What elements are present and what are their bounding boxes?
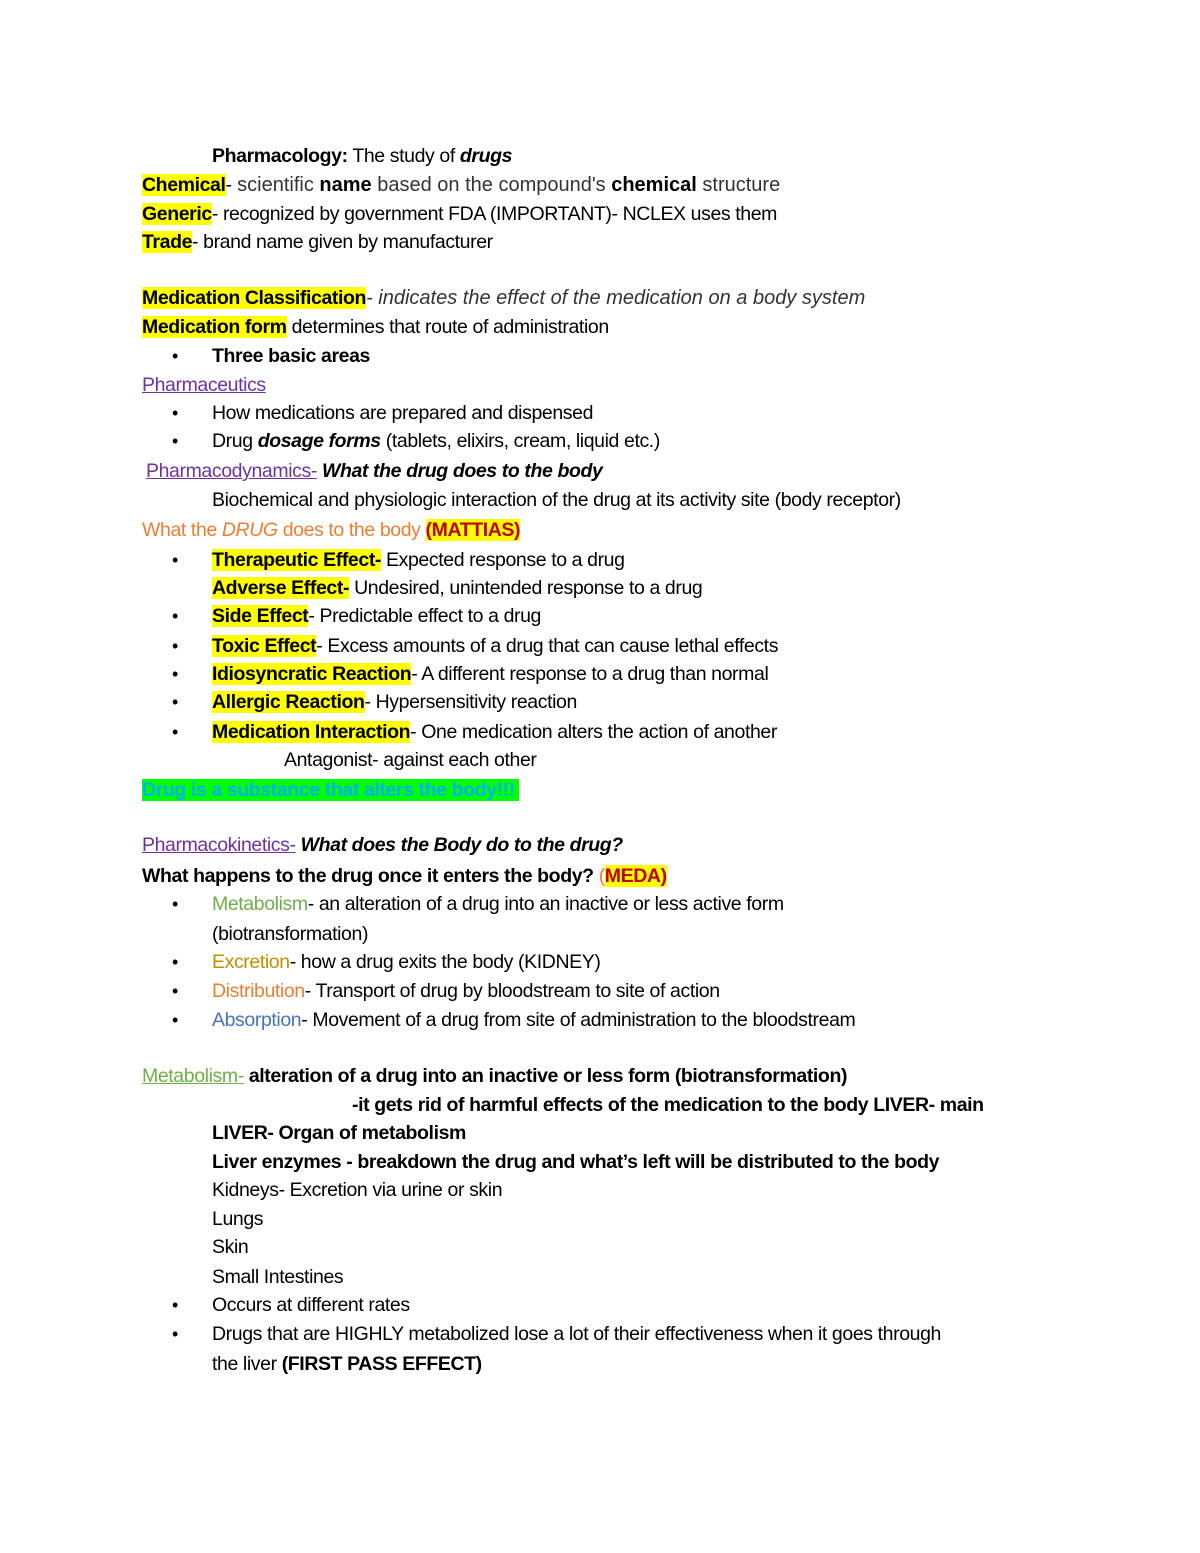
pk-item-absorption bbox=[212, 1006, 855, 1034]
pharmacokinetics-line bbox=[142, 831, 623, 859]
pharmaceutics-heading: Pharmaceutics bbox=[142, 374, 266, 396]
mattias-mnemonic: (MATTIAS) bbox=[425, 519, 521, 541]
pk-text: - Movement of a drug from site of administration to the bloodstream bbox=[301, 1009, 856, 1031]
pk-text: - Transport of drug by bloodstream to site of action bbox=[304, 980, 720, 1002]
drug-effects-heading bbox=[142, 516, 520, 544]
generic-line bbox=[142, 200, 777, 228]
metabolism-line-5: Kidneys- Excretion via urine or skin bbox=[212, 1179, 503, 1201]
metabolism-bullet-2-cont bbox=[212, 1350, 482, 1378]
bullet-icon: • bbox=[172, 981, 179, 1001]
antagonist-line: Antagonist- against each other bbox=[284, 749, 537, 771]
chemical-bold-1: name bbox=[319, 174, 372, 196]
title-term: Pharmacology: bbox=[212, 145, 348, 167]
effect-label: Therapeutic Effect- bbox=[212, 549, 382, 571]
pharmacodynamics-line bbox=[146, 457, 602, 485]
bullet-icon: • bbox=[172, 664, 179, 684]
drug-effects-b: DRUG bbox=[221, 519, 278, 541]
chemical-text-1: scientific bbox=[231, 174, 320, 196]
classification-line bbox=[142, 284, 865, 312]
classification-label: Medication Classification bbox=[142, 287, 367, 309]
bullet-icon: • bbox=[172, 1324, 179, 1344]
effect-item bbox=[212, 602, 541, 630]
bullet-icon: • bbox=[172, 606, 179, 626]
pharmacokinetics-question: What happens to the drug once it enters the body? bbox=[142, 865, 599, 887]
pk-text: - how a drug exits the body (KIDNEY) bbox=[289, 951, 601, 973]
metabolism-line-7: Skin bbox=[212, 1236, 249, 1258]
effect-label: Allergic Reaction bbox=[212, 691, 365, 713]
metabolism-line-4: Liver enzymes - breakdown the drug and what’s left will be distributed to the body bbox=[212, 1151, 940, 1173]
effect-item bbox=[212, 688, 577, 716]
metabolism-line-2: -it gets rid of harmful effects of the medication to the body LIVER- main bbox=[352, 1094, 984, 1116]
effect-label: Idiosyncratic Reaction bbox=[212, 663, 412, 685]
effect-label: Toxic Effect bbox=[212, 635, 317, 657]
metabolism-text: alteration of a drug into an inactive or less form (biotransformation) bbox=[243, 1065, 848, 1087]
metabolism-line-3: LIVER- Organ of metabolism bbox=[212, 1122, 466, 1144]
metabolism-heading: Metabolism- bbox=[142, 1065, 244, 1087]
bullet-icon: • bbox=[172, 894, 179, 914]
generic-label: Generic bbox=[142, 203, 212, 225]
effect-text: Undesired, unintended response to a drug bbox=[349, 577, 703, 599]
bullet-icon: • bbox=[172, 952, 179, 972]
trade-text: - brand name given by manufacturer bbox=[192, 231, 493, 253]
effect-text: - Excess amounts of a drug that can cause lethal effects bbox=[316, 635, 779, 657]
pharmacodynamics-sub: What the drug does to the body bbox=[316, 460, 603, 482]
bullet-icon: • bbox=[172, 636, 179, 656]
form-label: Medication form bbox=[142, 316, 287, 338]
chemical-text-2: based on the compound's bbox=[371, 174, 612, 196]
effect-label: Medication Interaction bbox=[212, 721, 411, 743]
effect-item bbox=[212, 718, 777, 746]
chemical-dash: - bbox=[225, 174, 232, 196]
metabolism-bullet-1: Occurs at different rates bbox=[212, 1294, 410, 1316]
meda-open: ( bbox=[598, 865, 605, 887]
chemical-text-3: structure bbox=[696, 174, 781, 196]
drug-effects-c: does to the body bbox=[277, 519, 426, 541]
pk-item-excretion bbox=[212, 948, 600, 976]
pk-label: Distribution bbox=[212, 980, 305, 1002]
pk-item-distribution bbox=[212, 977, 720, 1005]
metabolism-line-8: Small Intestines bbox=[212, 1266, 344, 1288]
bullet-icon: • bbox=[172, 722, 179, 742]
item2-c: (tablets, elixirs, cream, liquid etc.) bbox=[380, 430, 660, 452]
pharmaceutics-item-2 bbox=[212, 427, 660, 455]
pk-label: Absorption bbox=[212, 1009, 302, 1031]
chemical-line bbox=[142, 171, 780, 199]
pharmaceutics-item-1: How medications are prepared and dispensed bbox=[212, 402, 594, 424]
pk-text: - an alteration of a drug into an inactive or less active form bbox=[307, 893, 784, 915]
metabolism-bullet-2: Drugs that are HIGHLY metabolized lose a lot of their effectiveness when it goes through bbox=[212, 1323, 941, 1345]
pk-item-metabolism bbox=[212, 890, 784, 918]
effect-text: - Predictable effect to a drug bbox=[308, 605, 542, 627]
three-areas: Three basic areas bbox=[212, 345, 370, 367]
form-text: determines that route of administration bbox=[286, 316, 609, 338]
pharmacokinetics-question-line bbox=[142, 862, 667, 890]
drug-substance-text: Drug is a substance that alters the body!!! bbox=[142, 779, 519, 801]
item2-a: Drug bbox=[212, 430, 258, 452]
effect-item bbox=[212, 660, 768, 688]
classification-text: - indicates the effect of the medication on a body system bbox=[366, 287, 866, 309]
effect-text: - Hypersensitivity reaction bbox=[364, 691, 577, 713]
title-line bbox=[212, 142, 512, 170]
bullet-icon: • bbox=[172, 1010, 179, 1030]
bullet-icon: • bbox=[172, 346, 179, 366]
drug-effects-a: What the bbox=[142, 519, 222, 541]
chemical-bold-2: chemical bbox=[611, 174, 697, 196]
trade-label: Trade bbox=[142, 231, 193, 253]
first-pass-effect: (FIRST PASS EFFECT) bbox=[281, 1353, 482, 1375]
form-line bbox=[142, 313, 609, 341]
effect-item bbox=[212, 546, 625, 574]
first-pass-lead: the liver bbox=[212, 1353, 282, 1375]
effect-text: - One medication alters the action of another bbox=[410, 721, 777, 743]
bullet-icon: • bbox=[172, 1295, 179, 1315]
pharmacokinetics-heading: Pharmacokinetics- bbox=[142, 834, 296, 856]
metabolism-line bbox=[142, 1062, 847, 1090]
title-text: The study of bbox=[347, 145, 460, 167]
meda-mnemonic: MEDA) bbox=[604, 865, 667, 887]
effect-text: Expected response to a drug bbox=[381, 549, 625, 571]
metabolism-line-6: Lungs bbox=[212, 1208, 264, 1230]
effect-item bbox=[212, 574, 702, 602]
pk-label: Metabolism bbox=[212, 893, 308, 915]
chemical-label: Chemical bbox=[142, 174, 226, 196]
effect-text: - A different response to a drug than normal bbox=[411, 663, 769, 685]
item2-b: dosage forms bbox=[257, 430, 381, 452]
pk-label: Excretion bbox=[212, 951, 290, 973]
title-emphasis: drugs bbox=[459, 145, 513, 167]
pk-item-metabolism-cont: (biotransformation) bbox=[212, 923, 369, 945]
effect-item bbox=[212, 632, 778, 660]
pharmacodynamics-desc: Biochemical and physiologic interaction of the drug at its activity site (body receptor) bbox=[212, 489, 901, 511]
effect-label: Adverse Effect- bbox=[212, 577, 350, 599]
trade-line bbox=[142, 228, 493, 256]
pharmacodynamics-heading: Pharmacodynamics- bbox=[146, 460, 317, 482]
bullet-icon: • bbox=[172, 403, 179, 423]
pharmacokinetics-sub: What does the Body do to the drug? bbox=[295, 834, 623, 856]
effect-label: Side Effect bbox=[212, 605, 309, 627]
bullet-icon: • bbox=[172, 550, 179, 570]
generic-text: - recognized by government FDA (IMPORTANT)- NCLEX uses them bbox=[211, 203, 778, 225]
bullet-icon: • bbox=[172, 692, 179, 712]
bullet-icon: • bbox=[172, 431, 179, 451]
drug-substance-line bbox=[142, 776, 519, 804]
